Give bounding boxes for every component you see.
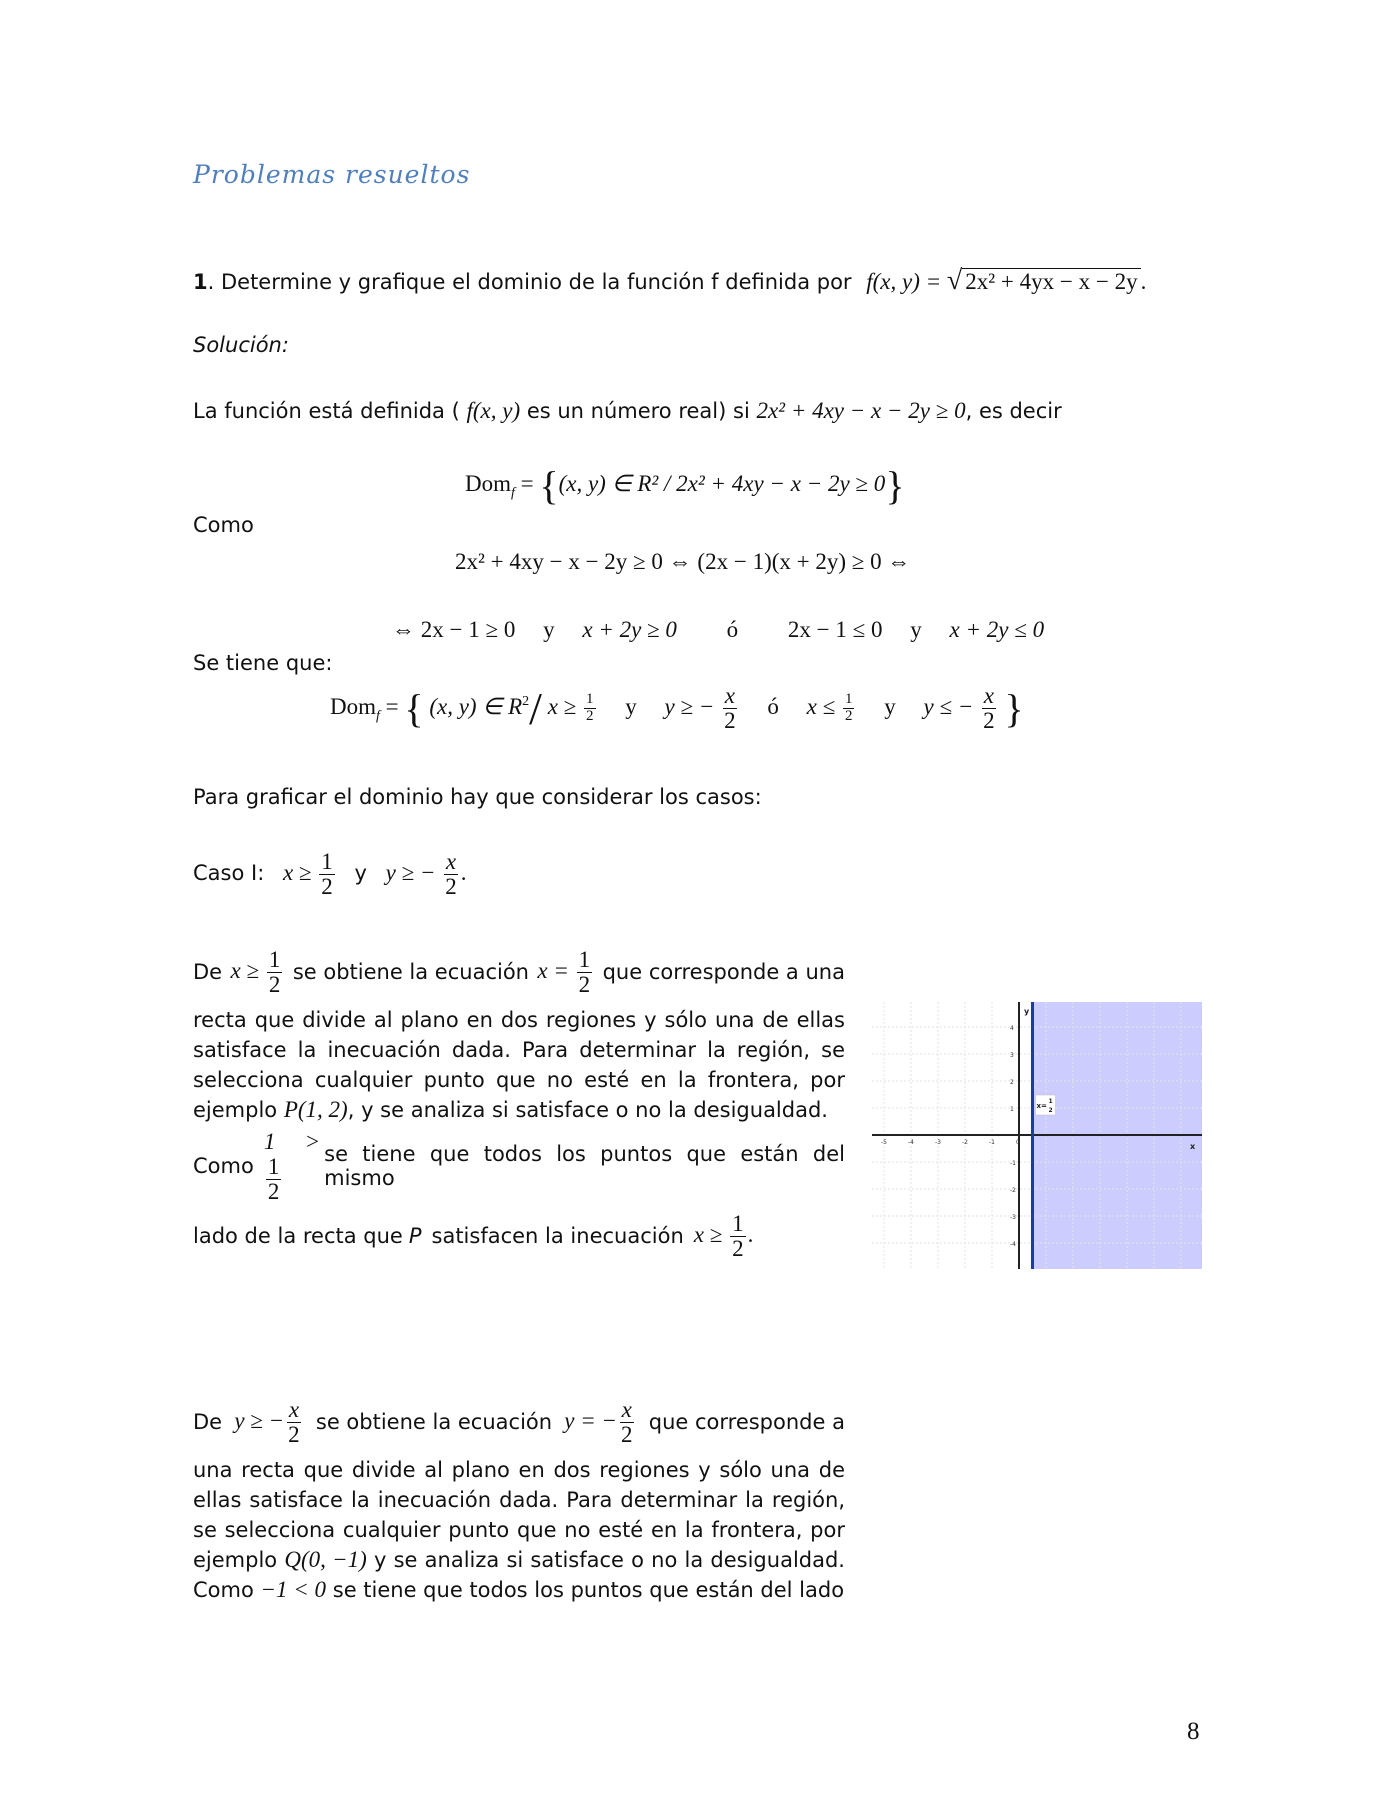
x-tick-label: 0 <box>1016 1139 1020 1146</box>
p4-rest: se tiene que todos los puntos que están del lado <box>332 1578 845 1603</box>
problem-number: 1 <box>193 270 208 294</box>
fraction: $\frac{1}{2}$ <box>578 947 591 998</box>
p1-text-c: , es decir <box>965 399 1062 423</box>
p4-text: una recta que divide al plano en dos regiones y sólo una de ellas satisface la inecuación dada. Para determinar la región, se selecciona cualquier punto que no esté en la frontera, por ejemplo <box>193 1458 845 1573</box>
y-tick-label: -1 <box>1010 1160 1016 1167</box>
paragraph-caso1-x: De x ≥ $\frac{1}{2}$ se obtiene la ecuación x = $\frac{1}{2}$ que corresponde a una recta que divide al plano en dos regiones y sólo una de ellas satisface la inecuación dada. Para determinar la región, se selecciona cualquier punto que no esté en la frontera, por ejemplo P(1, 2), y se analiza si satisface o no la desigualdad. Como 1 > $\frac{1}{2}$ se tiene que todos los puntos que están del mismo lado de la recta que P satisfacen la inecuación x ≥ $\frac{1}{2}$ . <box>193 947 845 1261</box>
p4-como: Como <box>193 1578 254 1603</box>
p3-text: recta que divide al plano en dos regiones y sólo una de ellas satisface la inecuación dada. Para determinar la región, se selecciona cualquier punto que no esté en la frontera, por ejemplo <box>193 1008 845 1123</box>
p3-point: P(1, 2) <box>283 1097 348 1123</box>
p3-cmp: 1 > <box>263 1129 321 1155</box>
x-tick-label: -3 <box>935 1139 941 1146</box>
como-label: Como <box>193 513 254 537</box>
p3-de: De <box>193 960 223 985</box>
y-tick-label: 3 <box>1010 1052 1014 1059</box>
fraction: $\frac{x}{2}$ <box>724 682 736 733</box>
fraction: $\frac{1}{2}$ <box>268 947 281 998</box>
fraction: $\frac{1}{2}$ <box>267 1153 280 1204</box>
dom1-set: (x, y) ∈ R² / 2x² + 4xy − x − 2y ≥ 0 <box>558 470 886 496</box>
x-axis-label: x <box>1190 1142 1196 1151</box>
caso1-label: Caso I: <box>193 860 265 885</box>
cases-equation <box>392 617 1044 643</box>
y-tick-label: 1 <box>1010 1106 1014 1113</box>
dom2-o: ó <box>767 693 779 719</box>
fraction: $\frac{x}{2}$ <box>445 849 457 900</box>
function-lhs: f(x, y) = <box>866 269 947 294</box>
p4-de: De <box>193 1410 223 1435</box>
page-number: 8 <box>1187 1718 1200 1745</box>
y-tick-label: 2 <box>1010 1079 1014 1086</box>
caso1-a: x ≥ <box>282 859 312 885</box>
p3-P: P <box>408 1223 422 1248</box>
dom2-y1: y <box>625 693 637 719</box>
case-y2: y <box>910 617 922 642</box>
function-definition: f(x, y) = √ 2x² + 4yx − x − 2y . <box>866 265 1147 296</box>
graph-svg <box>872 1002 1202 1269</box>
dom2-y2: y <box>884 693 896 719</box>
line-label-numerator: 1 <box>1048 1098 1053 1105</box>
domain-graph <box>872 1002 1202 1269</box>
y-tick-label: -3 <box>1010 1214 1016 1221</box>
fraction: $\frac{1}{2}$ <box>321 849 333 900</box>
fraction: $\frac{x}{2}$ <box>621 1397 633 1448</box>
fraction: $\frac{1}{2}$ <box>732 1210 744 1261</box>
dom1-sub: f <box>511 485 515 501</box>
p1-inequality: 2x² + 4xy − x − 2y ≥ 0 <box>756 398 966 423</box>
dom2-c4: y ≤ − <box>923 693 974 719</box>
case-y1: y <box>543 617 555 642</box>
paragraph-domain-condition <box>193 398 1062 424</box>
p4-end: que corresponde a <box>648 1410 845 1435</box>
p4-eq: y = − <box>564 1407 618 1433</box>
y-tick-label: -2 <box>1010 1187 1016 1194</box>
line-label-denominator: 2 <box>1048 1107 1053 1114</box>
x-tick-label: -1 <box>989 1139 995 1146</box>
p3-rest: se tiene que todos los puntos que están del mismo <box>324 1142 845 1190</box>
fraction: $\frac{1}{2}$ <box>586 691 594 724</box>
se-tiene-label: Se tiene que: <box>193 651 333 675</box>
fraction: $\frac{x}{2}$ <box>288 1397 300 1448</box>
para-graficar: Para graficar el dominio hay que considerar los casos: <box>193 785 762 809</box>
x-tick-label: -4 <box>908 1139 914 1146</box>
dom2-pair: (x, y) ∈ R <box>429 693 523 719</box>
case-c: 2x − 1 ≤ 0 <box>787 617 883 642</box>
dom2-c3: x ≤ <box>806 693 836 719</box>
fraction: $\frac{1}{2}$ <box>844 691 853 724</box>
p1-text-a: La función está definida ( <box>193 399 460 423</box>
dom2-c2: y ≥ − <box>664 693 715 719</box>
fraction: $\frac{x}{2}$ <box>983 682 995 733</box>
case-o: ó <box>726 617 739 642</box>
p3-como: Como <box>193 1154 254 1179</box>
p3-ineq: x ≥ <box>230 957 260 983</box>
solution-label: Solución: <box>193 333 289 357</box>
dom2-c1: x ≥ <box>547 693 577 719</box>
case-d: x + 2y ≤ 0 <box>949 617 1045 642</box>
factor-equation: 2x² + 4xy − x − 2y ≥ 0 ⇔ (2x − 1)(x + 2y) ≥ 0 ⇔ <box>455 549 911 574</box>
x-tick-label: -5 <box>881 1139 887 1146</box>
domain-set-2: Dom$_f$ = { (x, y) ∈ $R^2/$ x ≥ $\frac{1}{2}$ y y ≥ − $\frac{x}{2}$ ó x ≤ $\frac{1}{2}$ y y ≤ − $\frac{x}{2}$ } <box>330 682 1024 734</box>
domain-set-1: Dom$_f$ = {(x, y) ∈ R² / 2x² + 4xy − x − 2y ≥ 0} <box>465 463 905 508</box>
p1-text-b: es un número real) si <box>526 399 750 423</box>
p4-ineq: y ≥ − <box>234 1407 285 1433</box>
line-label: x= <box>1036 1102 1047 1110</box>
caso1-b: y ≥ − <box>385 859 436 885</box>
dom2-lhs: Dom <box>330 693 376 719</box>
caso-1: Caso I: x ≥ $\frac{1}{2}$ y y ≥ − $\frac{x}{2}$ . <box>193 849 467 900</box>
dom1-lhs: Dom <box>465 470 511 496</box>
p3-text2: , y se analiza si satisface o no la desigualdad. <box>347 1098 828 1123</box>
problem-text: . Determine y grafique el dominio de la función f definida por <box>207 270 852 294</box>
p3-mid: se obtiene la ecuación <box>292 960 529 985</box>
case-b: x + 2y ≥ 0 <box>582 617 677 642</box>
case-a: ⇔ 2x − 1 ≥ 0 <box>392 617 516 642</box>
p4-cmp: −1 < 0 <box>260 1577 327 1603</box>
p4-text2: y se analiza si satisface o no la desigualdad. <box>374 1548 845 1573</box>
y-tick-label: 4 <box>1010 1025 1014 1032</box>
y-tick-label: -4 <box>1010 1241 1016 1248</box>
p3-lado2: satisfacen la inecuación <box>431 1223 684 1248</box>
caso1-y: y <box>354 860 367 885</box>
p4-mid: se obtiene la ecuación <box>315 1410 553 1435</box>
paragraph-caso1-y <box>193 1398 845 1605</box>
p4-point: Q(0, −1) <box>284 1547 367 1573</box>
y-axis-label: y <box>1024 1007 1030 1016</box>
p3-lado: lado de la recta que <box>193 1223 403 1248</box>
problem-statement <box>193 265 1146 297</box>
section-title: Problemas resueltos <box>193 160 471 189</box>
function-radicand: 2x² + 4yx − x − 2y <box>962 268 1140 295</box>
x-tick-label: -2 <box>962 1139 968 1146</box>
p3-ineq2: x ≥ <box>693 1221 723 1247</box>
p3-end: que corresponde a una <box>602 960 845 985</box>
dom2-sub: f <box>376 708 380 724</box>
p1-fxy: f(x, y) <box>466 398 521 423</box>
p3-eq: x = <box>537 957 569 983</box>
